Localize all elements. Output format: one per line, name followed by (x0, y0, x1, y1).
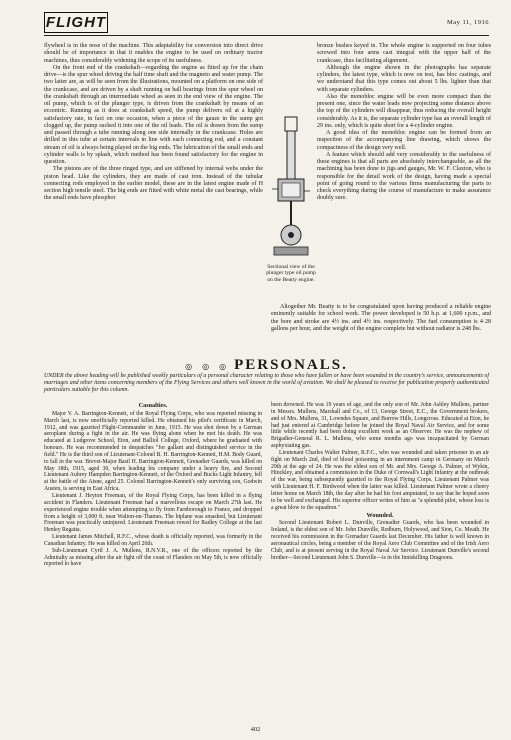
paragraph: been drowned. He was 19 years of age, and the only son of Mr. John Ashley Mullens, partner in Messrs. Mullens, Marshall and Co., of 13, George Street, E.C., the Government brokers, and of Mrs. Mullens, 31, Lowndes Square, and Burrow Hills, Longcross. Educated at Eton, he had just entered at Cambridge before he joined the Royal Naval Air Service, and for some little while recently had been doing excellent work as an Observer. He was the nephew of Brigadier-General R. L. Mullens, who some months ago was incapacitated by German asphyxiating gas. (271, 402, 489, 450)
paragraph: flywheel is in the nose of the machine. This adaptability for conversion into direct drive should be of importance in that it enables the engine to be used on ordinary tractor machines, thus considerably widening the scope of its usefulness. (44, 43, 263, 64)
paragraph: Altogether Mr. Beatty is to be congratulated upon having produced a reliable engine eminently suitable for school work. The power developed is 50 h.p. at 1,600 r.p.m., and the bore and stroke are 4½ ins. and 4½ ins. respectively. The fuel consumption is 4·28 gallons per hour, and the weight of the engine complete but without radiator is 248 lbs. (271, 304, 491, 332)
paragraph: Also the monobloc engine will be even more compact than the present one, since the water leads now projecting some distance above the top of the cylinders will disappear, thus reducing the overall height considerably. As it is, the separate cylinder type has an overall length of 29 ins. only, which is quite short for a 4-cylinder engine. (317, 93, 491, 129)
personals-left-column (44, 402, 262, 568)
article-right-column (317, 43, 491, 203)
paragraph: A good idea of the monobloc engine can be formed from an inspection of the accompanying line drawing, which shows the compactness of the design very well. (317, 130, 491, 151)
paragraph: Sub-Lieutenant Cyril J. A. Mullens, R.N.V.R., one of the officers reported by the Admiralty as missing after the air fight off the coast of Flanders on May 5th, is now officially reported to have (44, 547, 262, 568)
personals-heading (44, 356, 489, 374)
ornament: ◎ ◎ ◎ (185, 362, 231, 371)
paragraph: The pistons are of the three ringed type, and are stiffened by internal webs under the piston head. Like the cylinders, they are made of cast iron. Instead of the tubular connecting rods employed in the earlier model, these are in the latest engine made of H section high tensile steel. The big ends are fitted with white metal die cast bearings, while the small ends have phosphor (44, 166, 263, 202)
paragraph: bronze bushes keyed in. The whole engine is supported on four tubes screwed into four arms cast integral with the upper half of the crankcase, thus facilitating alignment. (317, 43, 491, 64)
section-title: PERSONALS. (234, 357, 348, 373)
oil-pump-sectional-drawing (268, 115, 314, 260)
paragraph: Lieutenant James Mitchell, R.F.C., whose death is officially reported, was formerly in the Canadian Infantry. He was killed on April 26th. (44, 534, 262, 547)
casualties-heading: Casualties. (138, 402, 168, 409)
paragraph: Major V. A. Barrington-Kennett, of the Royal Flying Corps, who was reported missing in March last, is now unofficially reported killed. He obtained his pilot's certificate in March, 1912, and was gazetted Flight-Commander in June, 1915. He was shot down by a German aeroplane during a fight in the air. He was flying alone when he met his death. He was educated at Ludgrove School, Eton, and Balliol College, Oxford, where he graduated with honours. He was recommended in despatches "for gallant and distinguished service in the field." He is the third son of Lieutenant-Colonel B. H. Barrington-Kennett, H.M. Body Guard, to fall in the war. Brevet-Major Basil H. Barrington-Kennett, Grenadier Guards, was killed on May 18th, 1915, aged 30, when leading his company under a heavy fire, and Second Lieutenant Aubrey Hampden Barrington-Kennett, of the Oxford and Bucks Light Infantry, fell at the battle of the Aisne, aged 25. Colonel Barrington-Kennett's only surviving son, Godwin Austen, is serving in East Africa. (44, 410, 262, 493)
paragraph: Second Lieutenant Robert L. Dunville, Grenadier Guards, who has been wounded in Ireland, is the eldest son of Mr. John Dunville, Redburn, Holywood, and Sion, Co. Meath. He received his commission in the Grenadier Guards last December. His father is well known in aeronautical circles, being a member of the Royal Aero Club Committee and of the Irish Aero Club, and is at present serving in the Royal Naval Air Service. Lieutenant Dunville's second brother—Second Lieutenant John S. Dunville—is in the Inniskilling Dragoons. (271, 520, 489, 561)
paragraph: Lieutenant J. Heyton Freeman, of the Royal Flying Corps, has been killed in a flying accident in Flanders. Lieutenant Freeman had a marvellous escape on March 27th last. He experienced engine trouble when attempting to fly from Farnborough to France, and dropped from a height of 3,000 ft. near Walton-on-Thames. The biplane was smashed, but Lieutenant Freeman was practically uninjured. Lieutenant Freeman rowed for Radley College at the last Henley Regatta. (44, 492, 262, 534)
page-header (44, 7, 489, 36)
flight-logo: FLIGHT (45, 14, 107, 31)
paragraph: A feature which should add very considerably to the usefulness of these engines is that all parts are absolutely interchangeable, as all the machining has been done to jigs and gauges, Mr. W. F. Claxton, who is responsible for the detail work of the design, having made a special point of going round to the various firms manufacturing the parts to check everything during the course of manufacture to make assurance doubly sure. (317, 151, 491, 202)
personals-right-column (271, 402, 489, 561)
article-conclusion (271, 304, 491, 333)
figure-caption: Sectional view of the plunger type oil pump on the Beatty engine. (266, 264, 316, 283)
paragraph: Although the engine shown in the photographs has separate cylinders, the latest type, which is now on test, has bloc castings, and we understand that this type comes out about 5 lbs. lighter than that with separate cylinders. (317, 64, 491, 93)
paragraph: Lieutenant Charles Walter Palmer, R.F.C., who was wounded and taken prisoner in an air fight on March 2nd, died of blood poisoning in an internment camp in Germany on March 29th at the age of 24. He was the eldest son of Mr. and Mrs. George A. Palmer, of Wykin, Hinckley, and obtained a commission in the Duke of Cornwall's Light Infantry at the outbreak of the war, being subsequently gazetted to the Royal Flying Corps. Lieutenant Palmer was with Lieutenant H. F. Birdwood when the latter was killed. Lieutenant Palmer wrote a cheery letter home on March 18th, the day after he had his foot amputated, to say that he hoped soon to be well and exchanged. His superior officer writes of him as "a splendid pilot, whose loss is a great blow to the squadron." (271, 449, 489, 511)
page-number: 402 (250, 726, 261, 733)
paragraph: On the front end of the crankshaft—regarding the engine as fitted up for the chain drive—is the spur wheel driving the half time shaft and the magneto and water pump. The two latter are, as will be seen from the illustrations, mounted on a platform on one side of the crankcase, and are driven by a shaft running on ball bearings from the spur wheel on the crankshaft through an intermediate wheel as seen in the end view of the engine. The oil pump, which is of the plunger type, is driven from the crankshaft by means of an eccentric. Running as it does at crankshaft speed, the pump delivers oil at a highly satisfactory rate, in fact on one occasion, when a piece of the gauze in the sump got clogged up, the pump sucked it into one of the oil leads. The oil is drawn from the sump and passed through a tube running along one side internally in the crankcase. Holes are drilled in this tube at certain intervals in line with each connecting rod, and a constant stream of oil is always being played on the big ends. The lubrication of the small ends and cylinder walls is by splash, which method has been found satisfactory for the engine in question. (44, 64, 263, 165)
issue-date: May 11, 1916 (446, 19, 489, 26)
personals-note: UNDER the above heading will be published weekly particulars of a personal character relating to those who have fallen or have been wounded in the country's service, announcements of marriages and other items concerning members of the Flying Services and others well known in the world of aviation. We shall be pleased to receive for publication properly authenticated particulars suitable for this column. (44, 373, 489, 393)
wounded-heading: Wounded. (366, 511, 394, 519)
article-left-column (44, 43, 263, 203)
